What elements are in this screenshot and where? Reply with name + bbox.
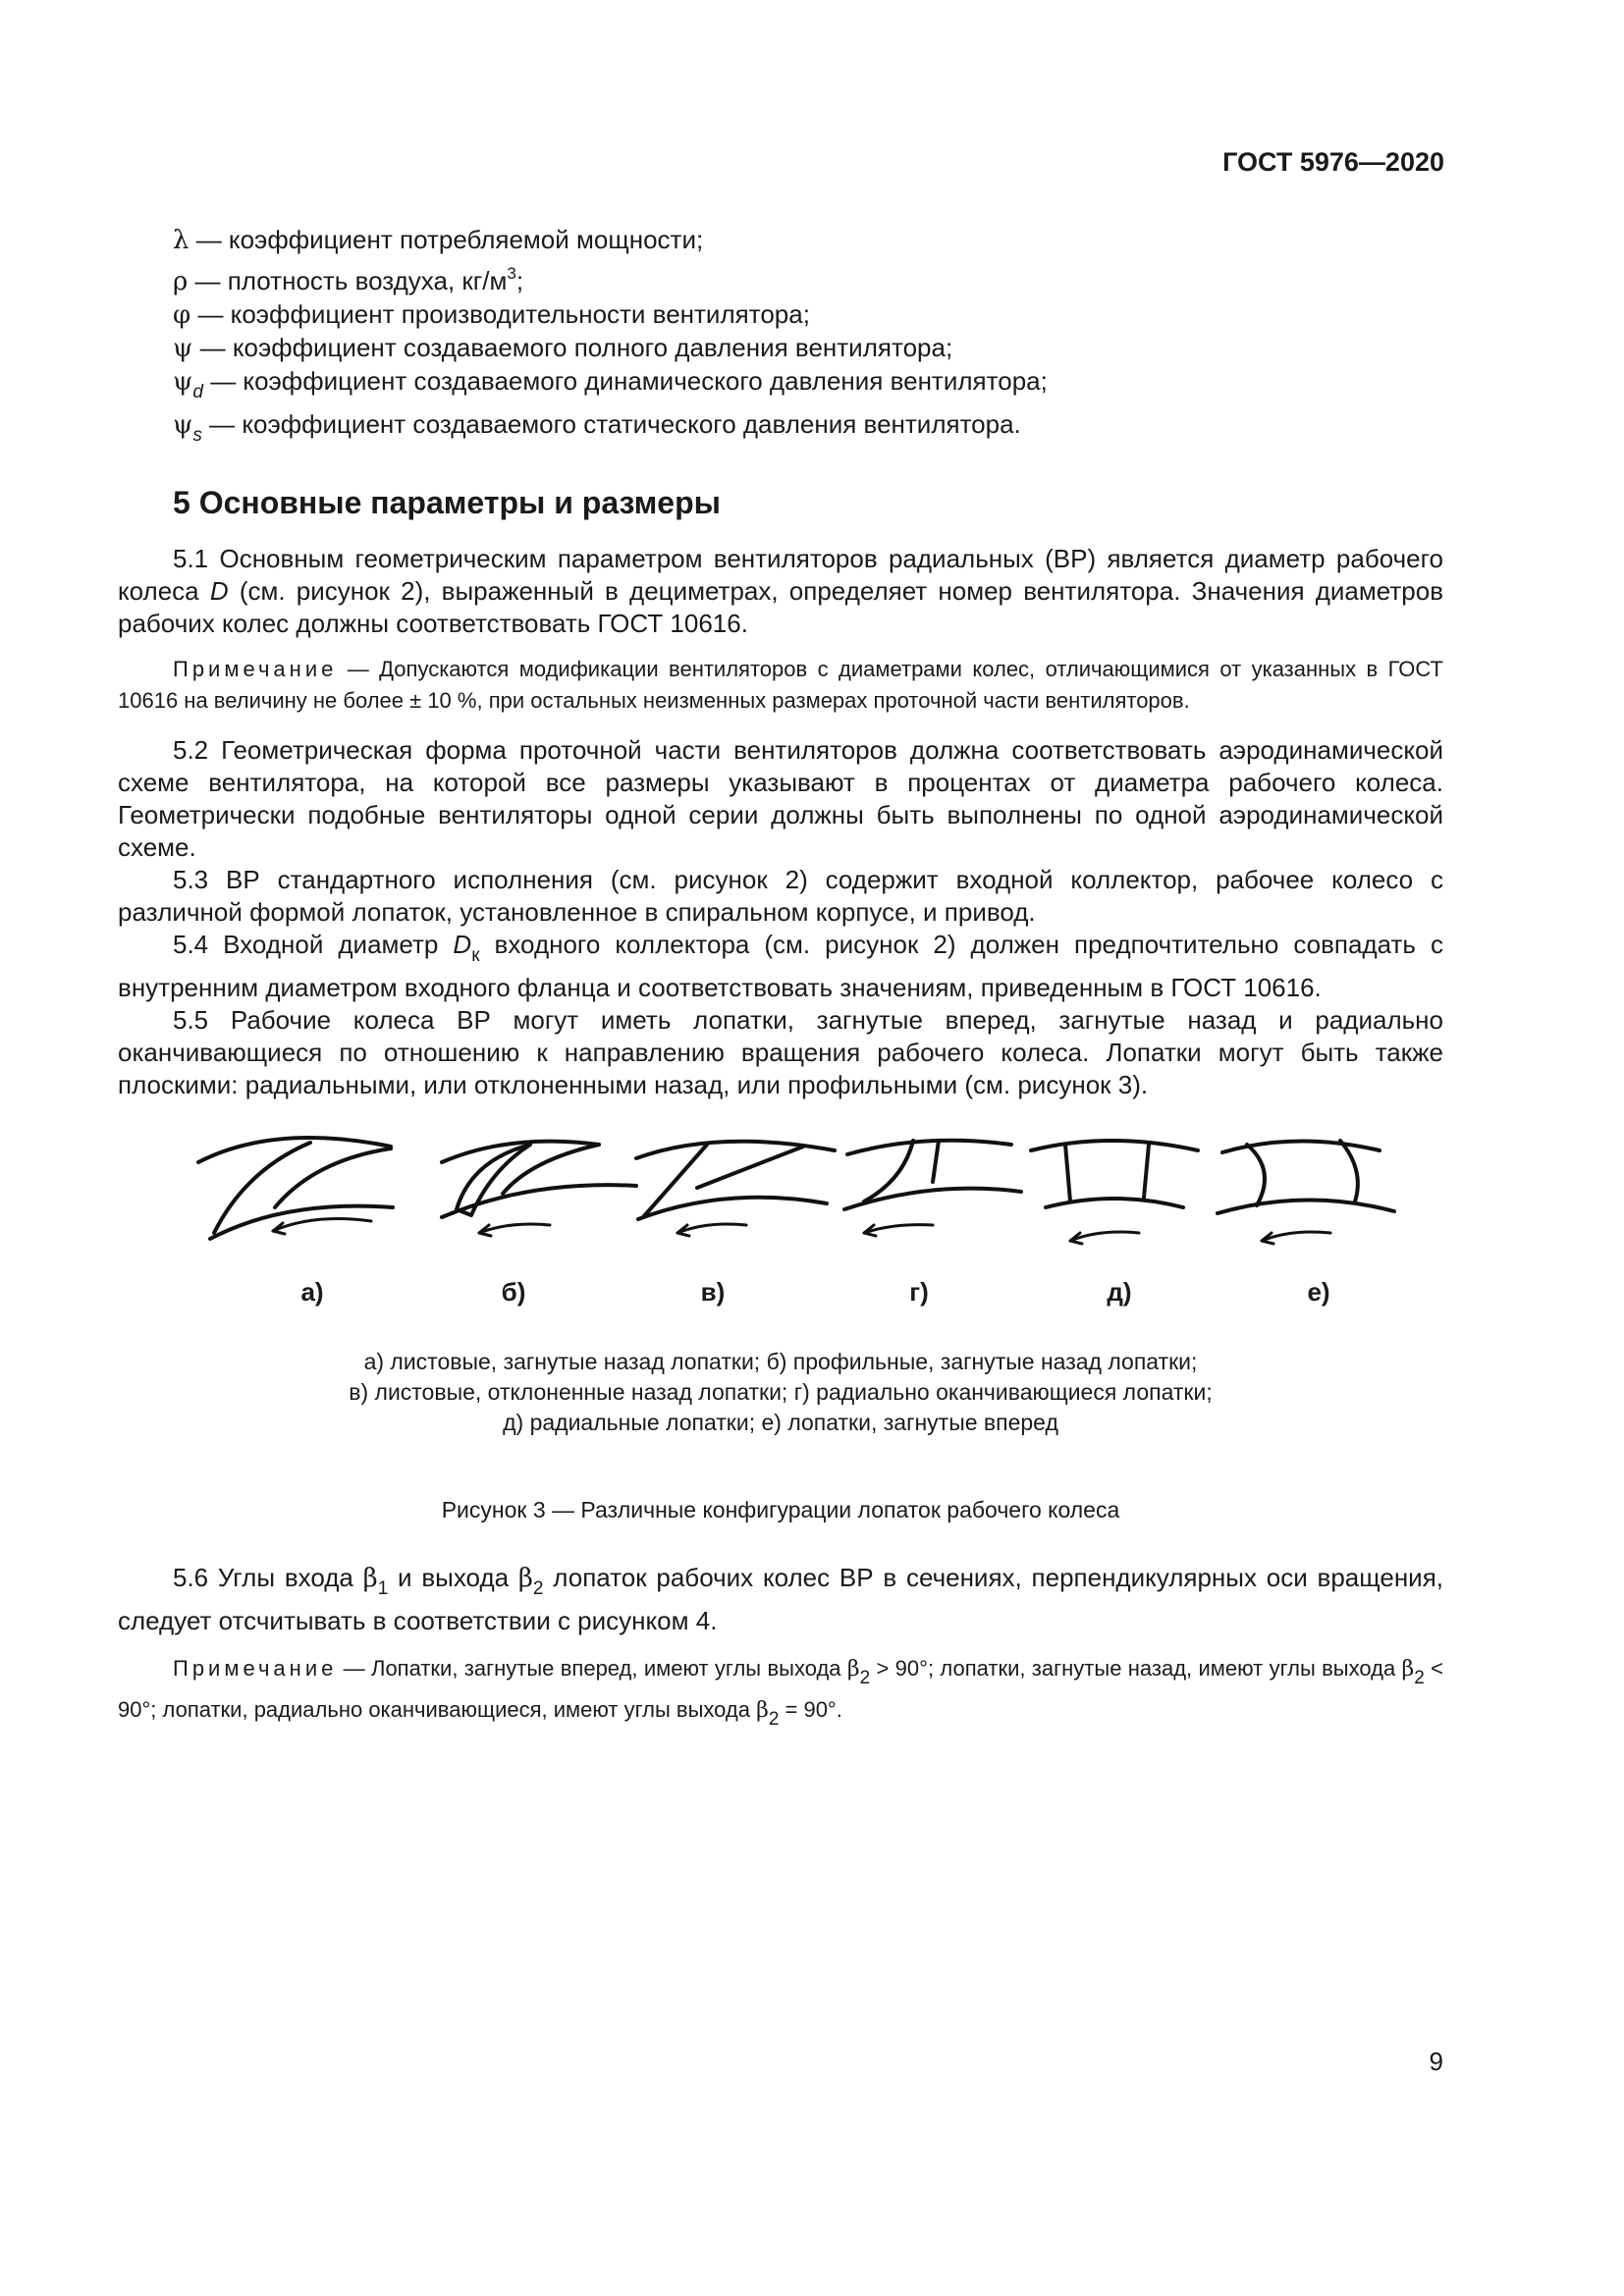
paragraph-5-2: 5.2 Геометрическая форма проточной части вентиляторов должна соответствовать аэродинамической схеме вентилятора, на которой все размеры указывают в процентах от диаметра рабочего колеса. Геометрически подобные вентиляторы одной серии должны быть выполнены по одной аэродинамической схеме. [118, 735, 1443, 862]
note-1: Примечание — Допускаются модификации вентиляторов с диаметрами колес, отличающимися от указанных в ГОСТ 10616 на величину не более ± 10 %, при остальных неизменных размерах проточной части вентиляторов. [118, 657, 1443, 713]
blade-diagram-d [1031, 1141, 1198, 1244]
symbol-item: ρ — плотность воздуха, $кг/м^3$; [173, 264, 524, 296]
symbol-item: λ — коэффициент потребляемой мощности; [173, 225, 704, 255]
figure-label-v: в) [700, 1277, 726, 1307]
figure-labels [118, 1276, 1443, 1315]
figure-label-a: а) [300, 1277, 324, 1307]
blade-diagram-g [844, 1141, 1021, 1236]
paragraph-5-6: 5.6 Углы входа $\beta_1$ и выхода $\beta_2$ лопаток рабочих колес ВР в сечениях, перпендикулярных оси вращения, следует отсчитывать в соответствии с рисунком 4. [118, 1563, 1444, 1635]
symbol-item: ψ — коэффициент создаваемого полного давления вентилятора; [173, 333, 953, 363]
blade-diagram-e [1218, 1141, 1394, 1244]
symbol-list [118, 224, 1443, 452]
page-content [118, 224, 1443, 1735]
symbol-item: $\psi_d$ — коэффициент создаваемого динамического давления вентилятора; [173, 366, 1048, 402]
blade-diagram-b [442, 1142, 636, 1236]
figure-3 [118, 1131, 1443, 1465]
paragraph-5-3: 5.3 ВР стандартного исполнения (см. рисунок 2) содержит входной коллектор, рабочее колесо с различной формой лопаток, установленное в спиральном корпусе, и привод. [118, 865, 1443, 927]
paragraph-5-4: 5.4 Входной диаметр $D_к$ входного коллектора (см. рисунок 2) должен предпочтительно совпадать с внутренним диаметром входного фланца и соответствовать значениям, приведенным в ГОСТ 10616. [118, 930, 1443, 1002]
figure-label-d: д) [1107, 1277, 1132, 1307]
figure-label-b: б) [501, 1277, 526, 1307]
blade-diagram-a [198, 1138, 393, 1239]
symbol-item: φ — коэффициент производительности вентилятора; [173, 299, 810, 330]
blade-configurations-drawing [118, 1131, 1443, 1278]
section-title: 5 Основные параметры и размеры [173, 485, 721, 520]
symbol-item: $\psi_s$ — коэффициент создаваемого статического давления вентилятора. [173, 409, 1021, 446]
figure-title: Рисунок 3 — Различные конфигурации лопаток рабочего колеса [441, 1497, 1120, 1522]
figure-legend: а) листовые, загнутые назад лопатки; б) профильные, загнутые назад лопатки; в) листовые, отклоненные назад лопатки; г) радиально оканчивающиеся лопатки; д) радиальные лопатки; е) лопатки, загнутые вперед [349, 1349, 1213, 1435]
page-number: 9 [1429, 2047, 1443, 2076]
standard-header: ГОСТ 5976—2020 [1222, 147, 1444, 177]
paragraph-5-1: 5.1 Основным геометрическим параметром вентиляторов радиальных (ВР) является диаметр рабочего колеса D (см. рисунок 2), выраженный в дециметрах, определяет номер вентилятора. Значения диаметров рабочих колес должны соответствовать ГОСТ 10616. [118, 544, 1444, 638]
paragraph-5-5: 5.5 Рабочие колеса ВР могут иметь лопатки, загнутые вперед, загнутые назад и радиально оканчивающиеся по отношению к направлению вращения рабочего колеса. Лопатки могут быть также плоскими: радиальными, или отклоненными назад, или профильными (см. рисунок 3). [118, 1005, 1443, 1099]
note-2: Примечание — Лопатки, загнутые вперед, имеют углы выхода β2 > 90°; лопатки, загнутые назад, имеют углы выхода β2 < 90°; лопатки, радиально оканчивающиеся, имеют углы выхода β2 = 90°. [118, 1656, 1443, 1730]
blade-diagram-v [636, 1142, 835, 1236]
figure-label-g: г) [909, 1277, 929, 1307]
figure-label-e: е) [1307, 1277, 1330, 1307]
